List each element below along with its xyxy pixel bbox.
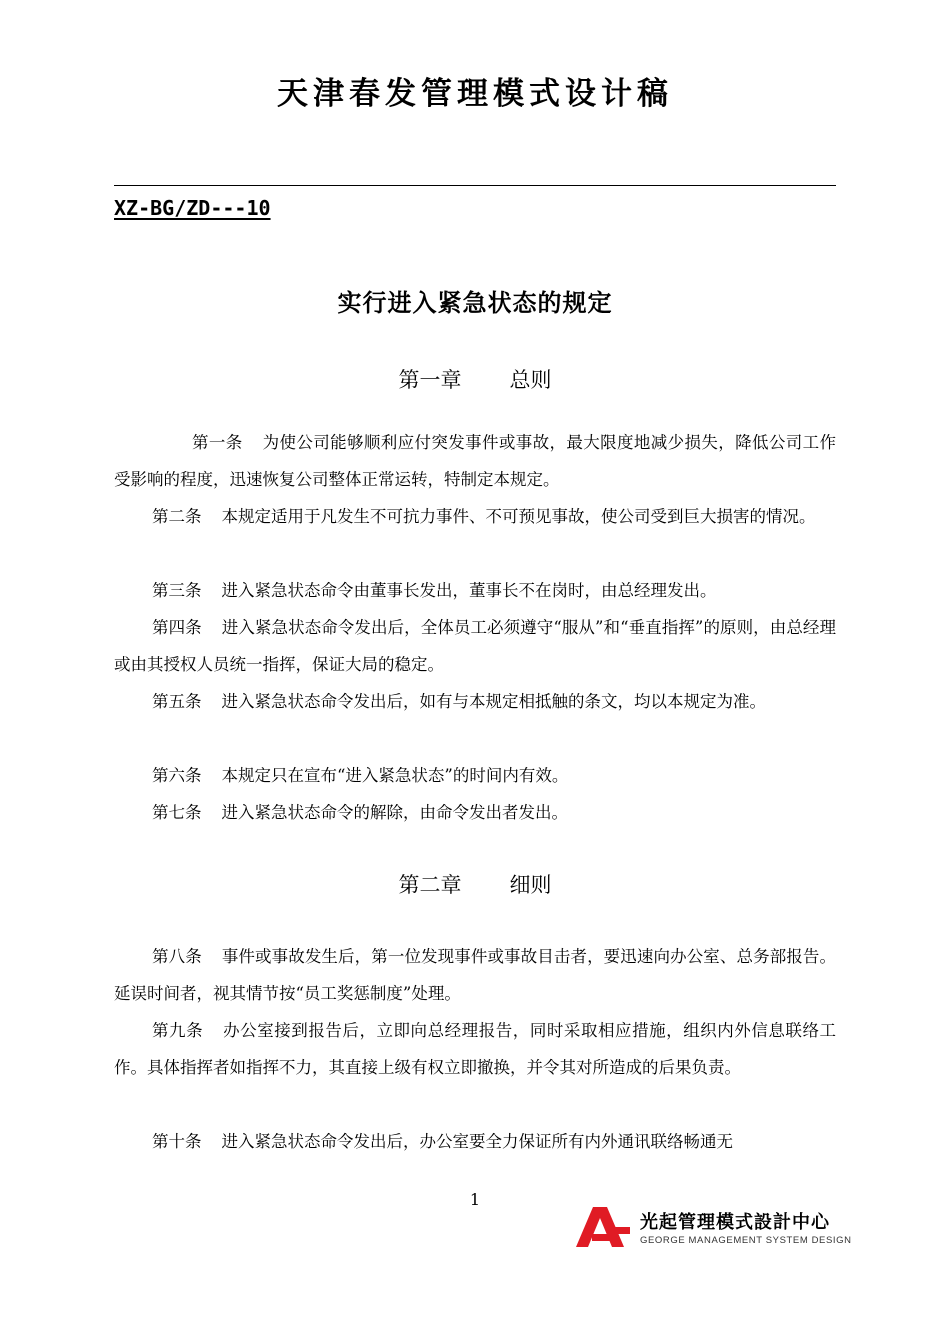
chapter-number: 第二章 xyxy=(398,873,462,897)
logo-chinese-text: 光起管理模式設計中心 xyxy=(640,1212,830,1233)
article-number: 第九条 xyxy=(152,1021,204,1040)
chapter-name: 细则 xyxy=(509,873,552,897)
footer-logo xyxy=(576,1207,852,1253)
chapter-name: 总则 xyxy=(509,368,552,392)
document-code: XZ-BG/ZD---10 xyxy=(114,196,271,220)
article-text: 进入紧急状态命令由董事长发出，董事长不在岗时，由总经理发出。 xyxy=(221,581,717,600)
chapter-number: 第一章 xyxy=(398,368,462,392)
article-text: 进入紧急状态命令发出后，如有与本规定相抵触的条文，均以本规定为准。 xyxy=(221,692,766,711)
article-text: 办公室接到报告后，立即向总经理报告，同时采取相应措施，组织内外信息联络工作。具体指挥者如指挥不力，其直接上级有权立即撤换，并令其对所造成的后果负责。 xyxy=(114,1021,837,1077)
article-number: 第四条 xyxy=(152,618,202,637)
document-title: 实行进入紧急状态的规定 xyxy=(337,289,613,317)
article-number: 第六条 xyxy=(152,766,202,785)
article-8 xyxy=(114,938,836,1012)
article-number: 第二条 xyxy=(152,507,202,526)
article-9 xyxy=(114,1012,836,1086)
article-number: 第三条 xyxy=(152,581,202,600)
article-text: 事件或事故发生后，第一位发现事件或事故目击者，要迅速向办公室、总务部报告。延误时间者，视其情节按“员工奖惩制度”处理。 xyxy=(114,947,837,1003)
article-text: 进入紧急状态命令的解除，由命令发出者发出。 xyxy=(221,803,568,822)
article-2 xyxy=(114,498,836,535)
article-number: 第一条 xyxy=(192,433,243,452)
article-text: 进入紧急状态命令发出后，全体员工必须遵守“服从”和“垂直指挥”的原则，由总经理或由其授权人员统一指挥，保证大局的稳定。 xyxy=(114,618,837,674)
article-4 xyxy=(114,609,836,683)
main-title: 天津春发管理模式设计稿 xyxy=(277,76,673,112)
article-3 xyxy=(114,572,836,609)
article-6 xyxy=(114,757,836,794)
article-number: 第七条 xyxy=(152,803,202,822)
article-text: 进入紧急状态命令发出后，办公室要全力保证所有内外通讯联络畅通无 xyxy=(221,1132,733,1151)
article-5 xyxy=(114,683,836,720)
header-rule xyxy=(114,185,836,186)
article-text: 为使公司能够顺利应付突发事件或事故，最大限度地减少损失，降低公司工作受影响的程度，迅速恢复公司整体正常运转，特制定本规定。 xyxy=(114,433,836,489)
article-number: 第十条 xyxy=(152,1132,202,1151)
article-10 xyxy=(114,1123,836,1160)
logo-english-text: GEORGE MANAGEMENT SYSTEM DESIGN xyxy=(640,1235,852,1246)
article-text: 本规定只在宣布“进入紧急状态”的时间内有效。 xyxy=(221,766,569,785)
page-number: 1 xyxy=(469,1190,481,1209)
article-text: 本规定适用于凡发生不可抗力事件、不可预见事故，使公司受到巨大损害的情况。 xyxy=(221,507,816,526)
brand-logo-icon xyxy=(576,1207,632,1247)
chapter-heading-1 xyxy=(0,364,950,394)
article-number: 第八条 xyxy=(152,947,202,966)
article-number: 第五条 xyxy=(152,692,202,711)
article-7 xyxy=(114,794,836,831)
article-1 xyxy=(114,424,836,498)
chapter-heading-2 xyxy=(0,869,950,899)
